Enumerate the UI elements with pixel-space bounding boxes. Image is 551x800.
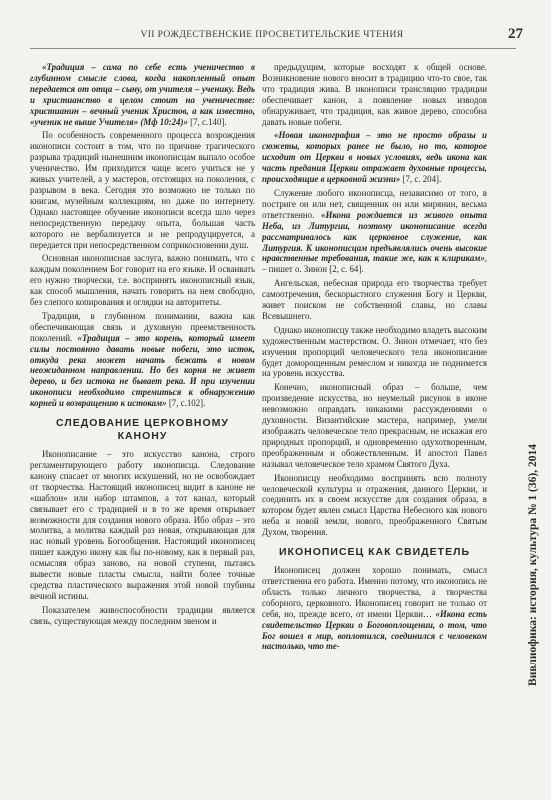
reference: [7, с. 204].	[400, 174, 442, 185]
paragraph	[30, 62, 255, 127]
paragraph: Основная иконописная заслуга, важно понимать, что с каждым поколением Бог говорит на его языке. И осваивать его нужно творчески, т.е. воспринять иконописный язык, как способ мышления, начать говорить на нем свободно, без слепого копирования и оглядки на авторитеты.	[30, 253, 255, 308]
header-rule	[30, 48, 516, 49]
right-column	[262, 62, 487, 787]
paragraph-text: Служение любого иконописца, независимо от того, в постриге он или нет, священник он или мирянин, весьма ответственно.	[262, 187, 487, 220]
paragraph: Иконописцу необходимо воспринять всю полноту человеческой культуры и отражения, данного Церкви, и соединить их в своем искусстве для создания образа, в котором будет явлен смысл Царства Небесного как нового неба и новой земли, нового, преображенного Святым Духом, творения.	[262, 472, 487, 538]
left-column	[30, 62, 255, 787]
page-number: 27	[508, 26, 523, 42]
paragraph: По особенность современного процесса возрождения иконописи состоит в том, что по причине трагического разрыва традиций нынешним иконописцам выпало особое ученичество. Им приходится чаще всего учиться не у живых учителей, а у мастеров, отстоящих на поколения, с разрывом в века. Сегодня это возможно не только по книгам, музейным коллекциям, но даже по интернету. Однако настоящее обучение иконописи всегда шло через непосредственную передачу опыта, большая часть которого не вербализуется и не репродуцируется, а передается при непосредственном соприкосновении душ.	[30, 130, 255, 250]
journal-title: Вивлиофика: история, культура № 1 (36), 2014	[527, 444, 539, 686]
paragraph: Иконописание – это искусство канона, строго регламентирующего работу иконописца. Следование канону спасает от многих искушений, но не освобождает от творчества. Настоящий иконописец видит в каноне не «шаблон» или набор штампов, а тот канал, который связывает его с традицией и в то же время открывает возможности для создания нового образа. Ибо образ – это молитва, а молитва каждый раз новая, открывающая для нас новый уровень Богообщения. Настоящий иконописец пишет каждую икону как бы по-новому, как в первый раз, осмысляя образ заново, на новой ступени, пытаясь вывести новые пласты смысла, найти более точные средства пластического выражения этой новой глубины вечной истины.	[30, 449, 255, 601]
quote: «Новая иконография – это не просто образы и сюжеты, которых ранее не было, но то, которое исходит от Церкви в новых условиях, ведь икона как часть предания Церкви отражает духовные процессы, происходящие в церковной жизни»	[262, 130, 487, 185]
paragraph	[262, 188, 487, 275]
section-heading: СЛЕДОВАНИЕ ЦЕРКОВНОМУ КАНОНУ	[56, 417, 229, 443]
paragraph	[30, 311, 255, 409]
paragraph-text: Иконописец должен хорошо понимать, смысл ответственна его работа. Именно потому, что иконопись не область только личного творчества, а творчества соборного, церковного. Иконописец говорит не только от себя, но, прежде всего, от имени Церкви…	[262, 565, 487, 619]
running-head: VII РОЖДЕСТВЕНСКИЕ ПРОСВЕТИТЕЛЬСКИЕ ЧТЕНИЯ	[140, 30, 404, 40]
quote: «Икона есть свидетельство Церкви о Боговоплощении, о том, что Бог вошел в мир, воплотился, соединился с человеком настолько, что те-	[262, 608, 487, 652]
reference: , – пишет о. Зинон [2, с. 64].	[262, 253, 487, 275]
quote: «Икона рождается из живого опыта Неба, из Литургии, поэтому иконописание всегда рассматривалось как церковное служение, как Литургия. К иконописцам предъявлялись очень высокие нравственные требования, такие же, как к клирикам»	[262, 209, 487, 264]
quote: «Традиция – это корень, который имеет силы постоянно давать новые побеги, это исток, откуда река может начать бежать в новом неожиданном направлении. Но без корня не живет дерево, и без истока не бывает река. И при изучении иконописи необходимо стремиться к обнаружению корней и возвращению к истокам»	[30, 332, 255, 409]
reference: [7, с.102].	[166, 398, 206, 409]
paragraph: Показателем живоспособности традиции является связь, существующая между последним звеном и	[30, 604, 255, 626]
paragraph	[262, 565, 487, 652]
paragraph: Ангельская, небесная природа его творчества требует самоотречения, бескорыстного служения Богу и Церкви, живет поиском не собственной славы, но славы Всевышнего.	[262, 278, 487, 321]
quote: «Традиция – сама по себе есть ученичество в глубинном смысле слова, когда накопленный опыт передается от отца – сыну, от учителя – ученику. Ведь и христианство в целом стоит на ученичестве: христианин – вечный ученик Христов, а как известно, «ученик не выше Учителя» (Мф 10:24)»	[30, 62, 255, 127]
paragraph: Однако иконописцу также необходимо владеть высоким художественным мастерством. О. Зинон отмечает, что без изучения пропорций человеческого тела иконописание будет доморощенным ремеслом и никогда не поднимется на уровень искусства.	[262, 324, 487, 379]
paragraph: предыдущим, которые восходят к общей основе. Возникновение нового вносит в традицию что-то свое, так что традиция жива. В иконописи трансляцию традиции обеспечивает канон, а появление новых изводов обнаруживает, что традиция, как живое дерево, способна давать новые побеги.	[262, 62, 487, 127]
paragraph-text: Традиция, в глубинном понимании, важна как обеспечивающая связь и духовную преемственность поколений.	[30, 310, 255, 343]
paragraph	[262, 130, 487, 185]
section-heading: ИКОНОПИСЕЦ КАК СВИДЕТЕЛЬ	[279, 546, 470, 559]
paragraph: Конечно, иконописный образ – больше, чем произведение искусства, но неумелый рисунок в иконе невозможно оправдать никакими рассуждениями о духовности. Византийские мастера, например, умели изображать человеческое тело прекрасным, не искажая его природных пропорций, и одновременно одухотворенным, преображенным и обожествленным. И апостол Павел называл человеческое тело храмом Святого Духа.	[262, 382, 487, 469]
journal-sidebar	[523, 330, 543, 800]
reference: [7, с.140].	[187, 116, 227, 127]
